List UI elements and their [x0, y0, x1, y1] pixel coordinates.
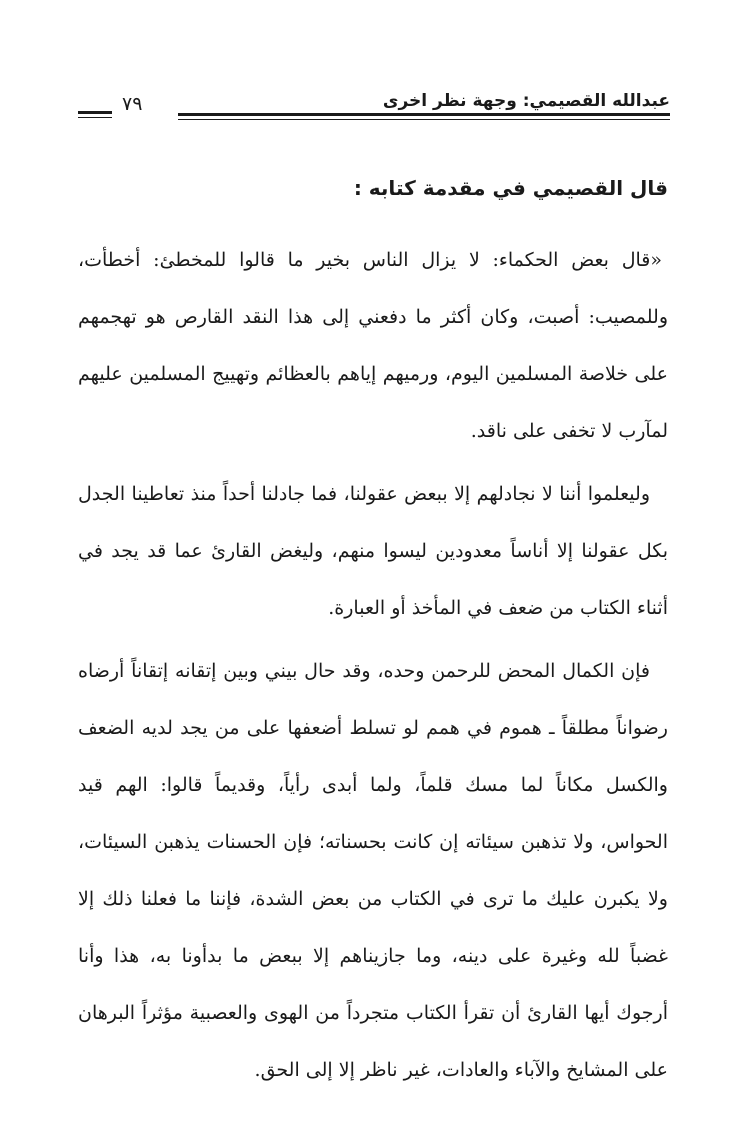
header-rule-short: [78, 111, 112, 114]
page-number: ٧٩: [122, 93, 143, 115]
section-heading: قال القصيمي في مقدمة كتابه :: [353, 176, 668, 200]
header-rule: [178, 113, 670, 116]
page-body: [78, 168, 668, 1105]
running-header: [70, 88, 670, 128]
paragraph-3: فإن الكمال المحض للرحمن وحده، وقد حال بيني وبين إتقانه إتقاناً أرضاه رضواناً مطلقاً ـ هموم في همم لو تسلط أضعفها على من يجد لديه الضعف والكسل مكاناً لما مسك قلماً، ولما أبدى رأياً، وقديماً قالوا: الهم قيد الحواس، ولا تذهبن سيئاته إن كانت بحسناته؛ فإن الحسنات يذهبن السيئات، ولا يكبرن عليك ما ترى في الكتاب من بعض الشدة، فإننا ما فعلنا ذلك إلا غضباً لله وغيرة على دينه، وما جازيناهم إلا ببعض ما بدأونا به، هذا وأنا أرجوك أيها القارئ أن تقرأ الكتاب متجرداً من الهوى والعصبية مؤثراً البرهان على المشايخ والآباء والعادات، غير ناظر إلا إلى الحق.: [78, 660, 668, 1081]
paragraph-2: وليعلموا أننا لا نجادلهم إلا ببعض عقولنا، فما جادلنا أحداً منذ تعاطينا الجدل بكل عقولنا إلا أناساً معدودين ليسوا منهم، وليغض القارئ عما قد يجد في أثناء الكتاب من ضعف في المأخذ أو العبارة.: [78, 483, 668, 619]
paragraph-1: «قال بعض الحكماء: لا يزال الناس بخير ما قالوا للمخطئ: أخطأت، وللمصيب: أصبت، وكان أكثر ما دفعني إلى هذا النقد القارص هو تهجمهم على خلاصة المسلمين اليوم، ورميهم إياهم بالعظائم وتهييج المسلمين عليهم لمآرب لا تخفى على ناقد.: [78, 249, 668, 442]
running-header-title: عبدالله القصيمي: وجهة نظر اخرى: [382, 91, 670, 111]
